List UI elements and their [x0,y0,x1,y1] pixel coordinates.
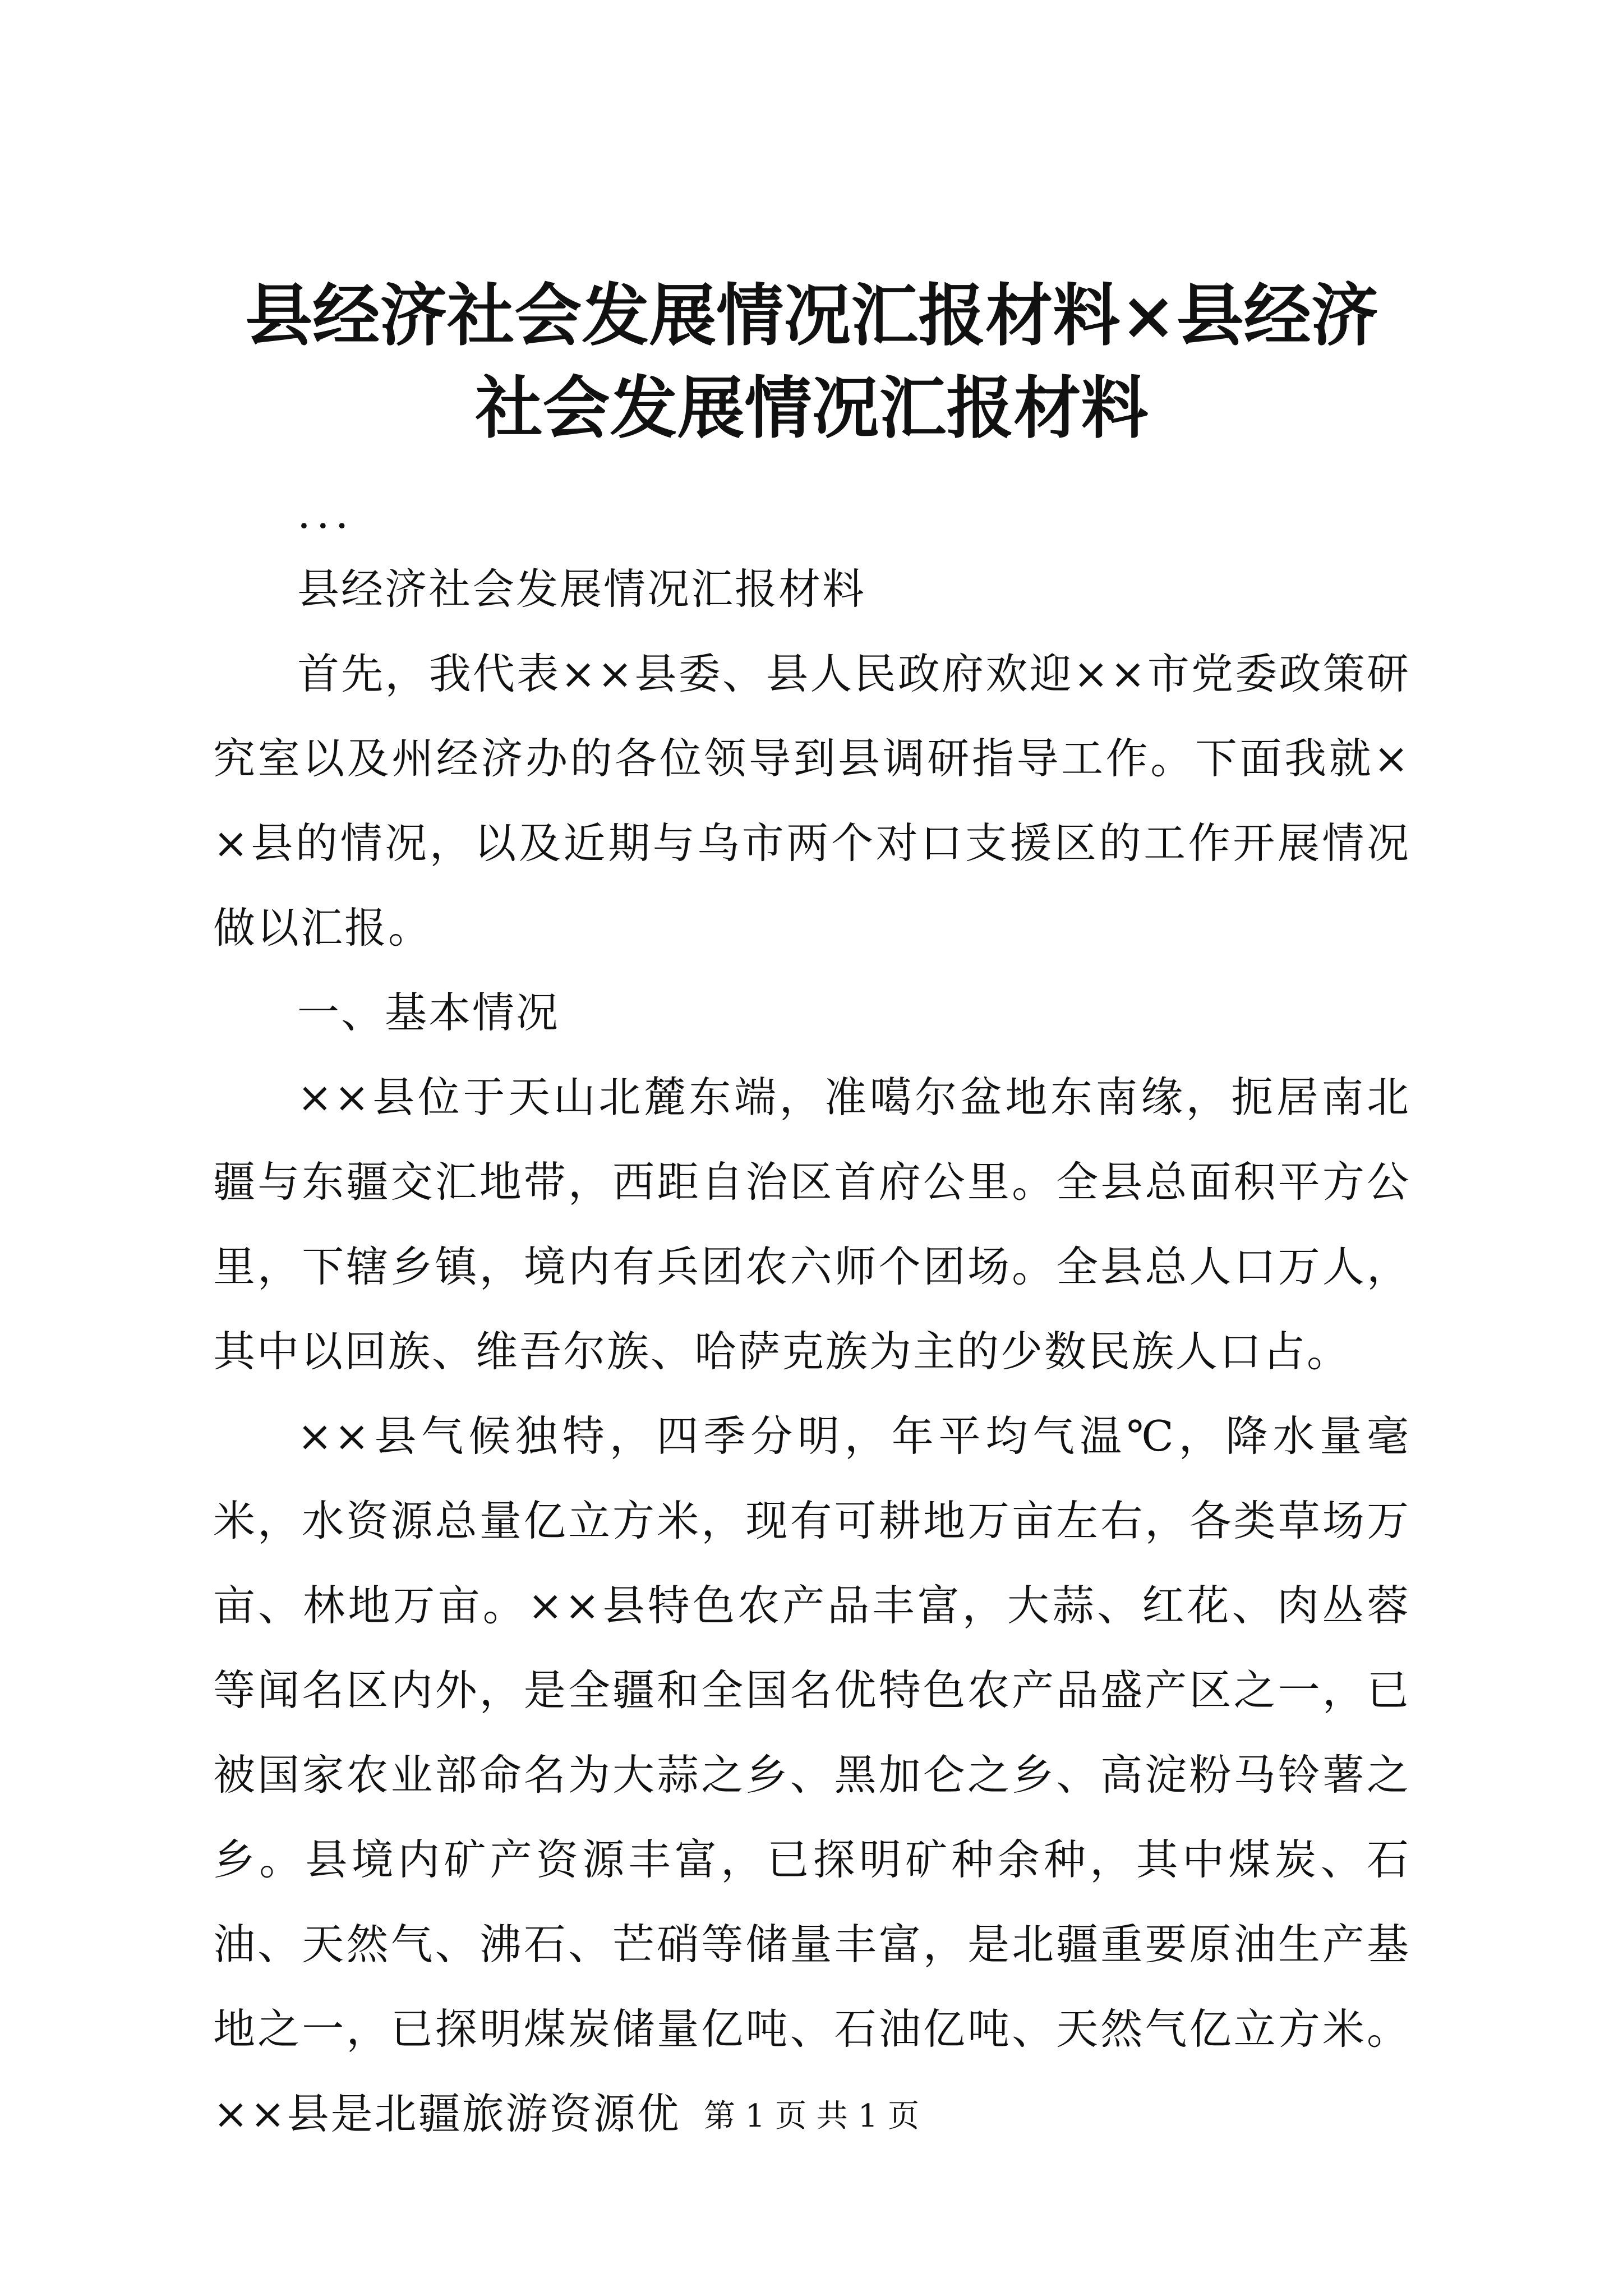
location-paragraph: ××县位于天山北麓东端，准噶尔盆地东南缘，扼居南北疆与东疆交汇地带，西距自治区首府公里。全县总面积平方公里，下辖乡镇，境内有兵团农六师个团场。全县总人口万人，其中以回族、维吾尔族、哈萨克族为主的少数民族人口占。 [213,1073,1410,1376]
ellipsis-line: ... [297,489,354,538]
document-title: 县经济社会发展情况汇报材料×县经济社会发展情况汇报材料 [245,276,1378,448]
subtitle-paragraph: 县经济社会发展情况汇报材料 [297,564,866,614]
document-body [213,480,1410,2156]
intro-paragraph: 首先，我代表××县委、县人民政府欢迎××市党委政策研究室以及州经济办的各位领导到县调研指导工作。下面我就××县的情况，以及近期与乌市两个对口支援区的工作开展情况做以汇报。 [213,649,1410,953]
page-footer: 第 1 页 共 1 页 [703,2098,920,2134]
section-heading: 一、基本情况 [297,988,560,1037]
resources-paragraph: ××县气候独特，四季分明，年平均气温℃，降水量毫米，水资源总量亿立方米，现有可耕地万亩左右，各类草场万亩、林地万亩。××县特色农产品丰富，大蒜、红花、肉丛蓉等闻名区内外，是全疆和全国名优特色农产品盛产区之一，已被国家农业部命名为大蒜之乡、黑加仑之乡、高淀粉马铃薯之乡。县境内矿产资源丰富，已探明矿种余种，其中煤炭、石油、天然气、沸石、芒硝等储量丰富，是北疆重要原油生产基地之一，已探明煤炭储量亿吨、石油亿吨、天然气亿立方米。××县是北疆旅游资源优 [213,1411,1410,2138]
